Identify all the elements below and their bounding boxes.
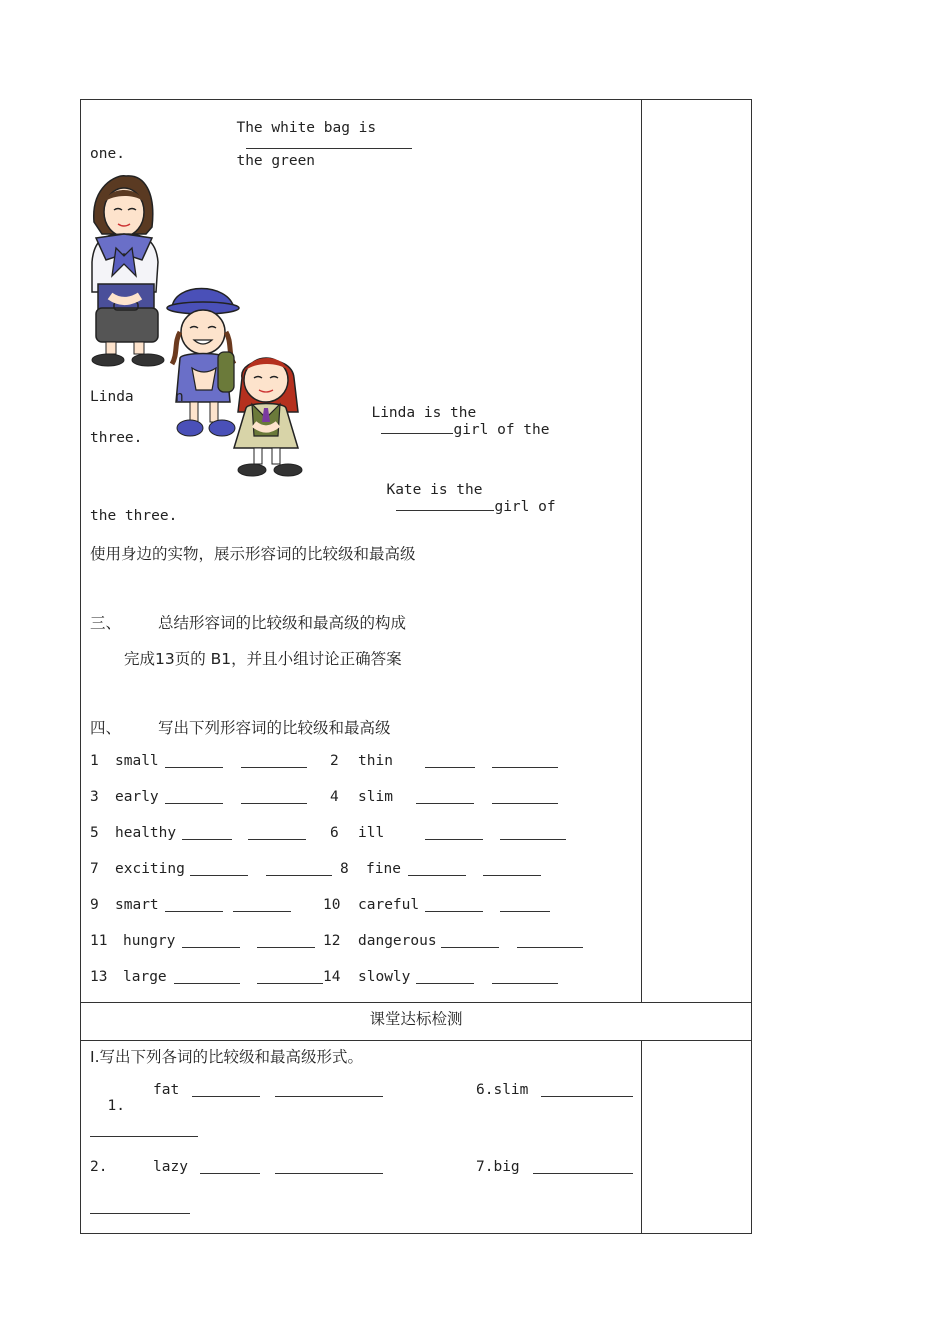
use-objects-line: 使用身边的实物，展示形容词的比较级和最高级 (90, 545, 416, 563)
tall-girl-figure (92, 176, 164, 366)
row-number: 10 (323, 897, 341, 913)
row-number: 8 (340, 861, 349, 877)
row-number: 9 (90, 897, 99, 913)
item-1-blank-a[interactable] (192, 1084, 260, 1097)
adjective-word: ill (358, 825, 385, 841)
adjective-word: healthy (115, 825, 177, 841)
comparative-blank[interactable] (190, 863, 248, 876)
comparative-blank[interactable] (425, 827, 483, 840)
row-divider-header-top (80, 1002, 752, 1003)
superlative-blank[interactable] (500, 899, 550, 912)
item-6-blank-b[interactable] (90, 1124, 198, 1137)
adjective-word: small (115, 753, 159, 769)
row-number: 11 (90, 933, 108, 949)
three-line: three. (90, 430, 143, 446)
table-border-left (80, 99, 81, 1234)
item-6-blank-a[interactable] (541, 1084, 633, 1097)
row-number: 13 (90, 969, 108, 985)
kate-sentence-end: girl of (494, 499, 556, 515)
adjective-word: fine (366, 861, 401, 877)
superlative-blank[interactable] (483, 863, 541, 876)
adjective-word: smart (115, 897, 159, 913)
superlative-blank[interactable] (266, 863, 332, 876)
column-divider-lower (641, 1040, 642, 1234)
comparative-blank[interactable] (425, 755, 475, 768)
row-number: 7 (90, 861, 99, 877)
superlative-blank[interactable] (257, 935, 315, 948)
adjective-word: dangerous (358, 933, 437, 949)
row-number: 12 (323, 933, 341, 949)
superlative-blank[interactable] (257, 971, 323, 984)
comparative-blank[interactable] (174, 971, 240, 984)
superlative-blank[interactable] (248, 827, 306, 840)
row-number: 2 (330, 753, 339, 769)
item-2-blank-a[interactable] (200, 1161, 260, 1174)
white-bag-blank[interactable] (246, 136, 412, 149)
row-number: 14 (323, 969, 341, 985)
superlative-blank[interactable] (492, 755, 558, 768)
comparative-blank[interactable] (165, 755, 223, 768)
section-three-title: 总结形容词的比较级和最高级的构成 (158, 614, 407, 632)
comparative-blank[interactable] (182, 827, 232, 840)
check-item-7: 7.big (476, 1159, 520, 1175)
adjective-word: hungry (123, 933, 176, 949)
superlative-blank[interactable] (517, 935, 583, 948)
adjective-word: exciting (115, 861, 185, 877)
section-three-task: 完成13页的 B1，并且小组讨论正确答案 (124, 650, 402, 668)
adjective-word: slowly (358, 969, 411, 985)
linda-sentence-end: girl of the (453, 422, 550, 438)
white-bag-line (219, 104, 426, 169)
comparative-blank[interactable] (182, 935, 240, 948)
check-instruction: Ⅰ.写出下列各词的比较级和最高级形式。 (90, 1048, 363, 1066)
adjective-word: large (123, 969, 167, 985)
check-item-1 (90, 1082, 125, 1114)
superlative-blank[interactable] (241, 755, 307, 768)
table-border-bottom (80, 1233, 752, 1234)
comparative-blank[interactable] (416, 791, 474, 804)
adjective-word: careful (358, 897, 420, 913)
adjective-word: early (115, 789, 159, 805)
linda-blank[interactable] (381, 421, 453, 434)
kate-sentence-start: Kate is the (386, 482, 483, 498)
check-item-2-word: lazy (153, 1159, 188, 1175)
row-number: 3 (90, 789, 99, 805)
comparative-blank[interactable] (416, 971, 474, 984)
item-2-blank-b[interactable] (275, 1161, 383, 1174)
adjective-word: slim (358, 789, 393, 805)
table-border-top (80, 99, 752, 100)
section-three-number: 三、 (90, 614, 122, 632)
table-border-right (751, 99, 752, 1234)
one-line: one. (90, 146, 125, 162)
item-7-blank-a[interactable] (533, 1161, 633, 1174)
linda-left-fragment: n (175, 389, 184, 405)
superlative-blank[interactable] (500, 827, 566, 840)
check-item-2: 2. (90, 1159, 108, 1175)
the-three-line: the three. (90, 508, 178, 524)
superlative-blank[interactable] (233, 899, 291, 912)
hat-girl-figure (167, 289, 239, 437)
comparative-blank[interactable] (441, 935, 499, 948)
linda-sentence (354, 389, 550, 438)
comparative-blank[interactable] (165, 791, 223, 804)
superlative-blank[interactable] (241, 791, 307, 804)
comparative-blank[interactable] (425, 899, 483, 912)
item-7-blank-b[interactable] (90, 1201, 190, 1214)
row-number: 1 (90, 753, 99, 769)
item-1-number: 1. (107, 1098, 125, 1114)
comparative-blank[interactable] (408, 863, 466, 876)
column-divider-upper (641, 99, 642, 1002)
kate-sentence (369, 466, 556, 515)
check-header: 课堂达标检测 (369, 1010, 463, 1028)
adjective-word: thin (358, 753, 393, 769)
small-girl-figure (234, 358, 302, 476)
section-four-number: 四、 (90, 719, 122, 737)
superlative-blank[interactable] (492, 791, 558, 804)
comparative-blank[interactable] (165, 899, 223, 912)
superlative-blank[interactable] (492, 971, 558, 984)
white-bag-text: The white bag is (236, 120, 377, 136)
linda-sentence-start: Linda is the (371, 405, 477, 421)
row-number: 6 (330, 825, 339, 841)
check-item-6: 6.slim (476, 1082, 529, 1098)
linda-left-label: Linda (90, 389, 134, 405)
row-number: 5 (90, 825, 99, 841)
row-number: 4 (330, 789, 339, 805)
kate-blank[interactable] (396, 498, 494, 511)
green-text: the green (236, 153, 316, 169)
section-four-title: 写出下列形容词的比较级和最高级 (158, 719, 391, 737)
check-item-1-word: fat (153, 1082, 180, 1098)
row-divider-header-bottom (80, 1040, 752, 1041)
item-1-blank-b[interactable] (275, 1084, 383, 1097)
